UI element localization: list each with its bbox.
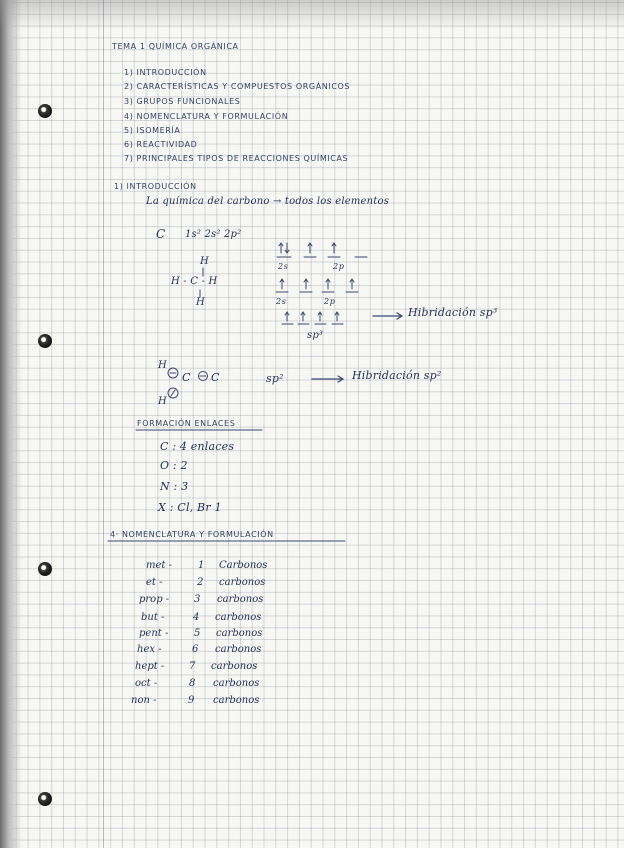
- index-item: 7) PRINCIPALES TIPOS DE REACCIONES QUÍMICAS: [124, 154, 349, 163]
- prefix-cell: but -: [141, 612, 165, 623]
- up-arrow-icon: [335, 312, 339, 321]
- index-item: 1) INTRODUCCIÓN: [124, 68, 207, 77]
- sp2-symbol: sp²: [266, 372, 284, 385]
- binder-hole-icon: [38, 562, 52, 576]
- bond-row: C : 4 enlaces: [160, 440, 235, 453]
- orbital-label-2p: 2p: [324, 297, 336, 306]
- bond-row: N : 3: [160, 480, 189, 493]
- up-arrow-icon: [318, 312, 322, 321]
- index-item: 4) NOMENCLATURA Y FORMULACIÓN: [124, 112, 289, 121]
- index-item: 5) ISOMERÍA: [124, 126, 181, 135]
- word-cell: carbonos: [213, 695, 260, 706]
- ethene-h-top: H: [158, 360, 167, 371]
- orbital-label-2s: 2s: [276, 297, 287, 306]
- prefix-cell: pent -: [139, 628, 169, 639]
- page-title: TEMA 1 QUÍMICA ORGÁNICA: [112, 42, 239, 51]
- number-cell: 3: [194, 594, 201, 605]
- up-arrow-icon: [280, 279, 284, 289]
- ethene-c-left: C: [182, 371, 191, 384]
- word-cell: carbonos: [211, 661, 258, 672]
- up-arrow-icon: [308, 243, 312, 253]
- number-cell: 5: [194, 628, 201, 639]
- index-item: 3) GRUPOS FUNCIONALES: [124, 97, 241, 106]
- right-arrow-icon: [373, 313, 402, 319]
- hybrid-orbital-label: sp³: [307, 330, 324, 341]
- number-cell: 7: [189, 661, 196, 672]
- section-heading: 4· NOMENCLATURA Y FORMULACIÓN: [110, 530, 274, 539]
- prefix-cell: prop -: [139, 594, 170, 605]
- charge-circle: [168, 368, 178, 378]
- prefix-cell: hept -: [135, 661, 165, 672]
- word-cell: carbonos: [215, 612, 262, 623]
- hybridization-sp2-label: Hibridación sp²: [352, 369, 442, 382]
- intro-sentence: La química del carbono → todos los elementos: [146, 196, 390, 207]
- prefix-cell: met -: [146, 560, 172, 571]
- word-cell: Carbonos: [219, 560, 268, 571]
- word-cell: carbonos: [219, 577, 266, 588]
- electron-configuration: 1s² 2s² 2p²: [185, 229, 242, 240]
- page-shadow-left: [0, 0, 22, 848]
- up-arrow-icon: [304, 279, 308, 289]
- up-arrow-icon: [326, 279, 330, 289]
- charge-circle: [199, 372, 208, 381]
- bond-line: [171, 390, 175, 396]
- word-cell: carbonos: [217, 594, 264, 605]
- right-arrow-icon: [312, 376, 343, 382]
- page-shadow-top: [0, 0, 624, 30]
- bond-row: O : 2: [160, 459, 188, 472]
- number-cell: 6: [192, 644, 199, 655]
- number-cell: 2: [197, 577, 204, 588]
- bonds-heading: FORMACIÓN ENLACES: [137, 419, 236, 428]
- up-arrow-icon: [332, 243, 336, 253]
- hybridization-sp3-label: Hibridación sp³: [408, 306, 498, 319]
- binder-hole-icon: [38, 792, 52, 806]
- up-arrow-icon: [301, 312, 305, 321]
- methane-middle: H - C - H: [171, 276, 218, 287]
- binder-hole-icon: [38, 104, 52, 118]
- prefix-cell: hex -: [137, 644, 162, 655]
- word-cell: carbonos: [215, 644, 262, 655]
- config-symbol: C: [156, 227, 166, 241]
- bond-row: X : Cl, Br 1: [158, 501, 222, 514]
- orbital-label-2s: 2s: [278, 262, 289, 271]
- methane-h-top: H: [200, 256, 209, 267]
- number-cell: 8: [189, 678, 196, 689]
- binder-hole-icon: [38, 334, 52, 348]
- prefix-cell: oct -: [135, 678, 158, 689]
- index-item: 6) REACTIVIDAD: [124, 140, 198, 149]
- up-arrow-icon: [350, 279, 354, 289]
- number-cell: 9: [188, 695, 195, 706]
- section-heading: 1) INTRODUCCIÓN: [114, 182, 197, 191]
- prefix-cell: non -: [131, 695, 157, 706]
- margin-line: [103, 0, 104, 848]
- orbital-label-2p: 2p: [333, 262, 345, 271]
- word-cell: carbonos: [216, 628, 263, 639]
- ethene-h-bottom: H: [158, 396, 167, 407]
- word-cell: carbonos: [213, 678, 260, 689]
- down-arrow-icon: [285, 243, 289, 253]
- up-arrow-icon: [279, 243, 283, 253]
- charge-circle: [168, 388, 178, 398]
- number-cell: 1: [198, 560, 205, 571]
- up-arrow-icon: [285, 312, 289, 321]
- index-item: 2) CARACTERÍSTICAS Y COMPUESTOS ORGÁNICOS: [124, 82, 351, 91]
- prefix-cell: et -: [146, 577, 163, 588]
- ethene-c-right: C: [211, 371, 220, 384]
- methane-h-bottom: H: [196, 297, 205, 308]
- number-cell: 4: [193, 612, 200, 623]
